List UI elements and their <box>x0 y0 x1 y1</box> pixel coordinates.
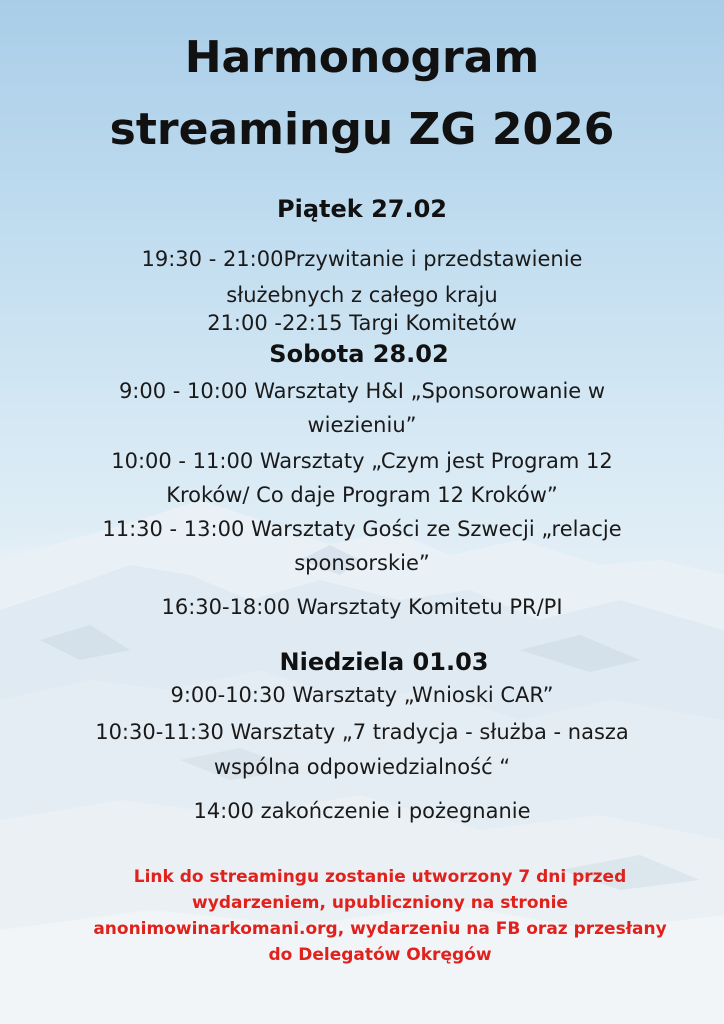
notice-line: wydarzeniem, upubliczniony na stronie <box>192 893 568 913</box>
poster-title-line-2: streamingu ZG 2026 <box>109 104 615 155</box>
day-heading-sunday: Niedziela 01.03 <box>279 648 489 676</box>
schedule-entry: Kroków/ Co daje Program 12 Kroków” <box>166 483 558 507</box>
schedule-entry: 14:00 zakończenie i pożegnanie <box>193 799 531 823</box>
notice-line: anonimowinarkomani.org, wydarzeniu na FB oraz przesłany <box>93 919 667 939</box>
schedule-entry: wspólna odpowiedzialność “ <box>213 755 511 779</box>
schedule-entry: służebnych z całego kraju <box>226 283 498 307</box>
schedule-entry: 16:30-18:00 Warsztaty Komitetu PR/PI <box>161 595 563 619</box>
notice-line: Link do streamingu zostanie utworzony 7 dni przed <box>133 867 627 887</box>
day-heading-friday: Piątek 27.02 <box>277 195 447 223</box>
schedule-entry: 19:30 - 21:00Przywitanie i przedstawienie <box>141 247 583 271</box>
schedule-entry: 11:30 - 13:00 Warsztaty Gości ze Szwecji „relacje <box>102 517 622 541</box>
schedule-entry: wiezieniu” <box>307 413 417 437</box>
schedule-entry: sponsorskie” <box>294 551 430 575</box>
schedule-entry: 21:00 -22:15 Targi Komitetów <box>207 311 517 335</box>
streaming-link-notice <box>60 864 700 968</box>
schedule-entry: 9:00 - 10:00 Warsztaty H&I „Sponsorowanie w <box>118 379 606 403</box>
poster-title-line-1: Harmonogram <box>184 32 540 83</box>
notice-line: do Delegatów Okręgów <box>268 945 492 965</box>
schedule-entry: 9:00-10:30 Warsztaty „Wnioski CAR” <box>170 683 554 707</box>
schedule-entry: 10:30-11:30 Warsztaty „7 tradycja - służba - nasza <box>95 720 629 744</box>
schedule-entry: 10:00 - 11:00 Warsztaty „Czym jest Program 12 <box>111 449 613 473</box>
day-heading-saturday: Sobota 28.02 <box>269 340 449 368</box>
